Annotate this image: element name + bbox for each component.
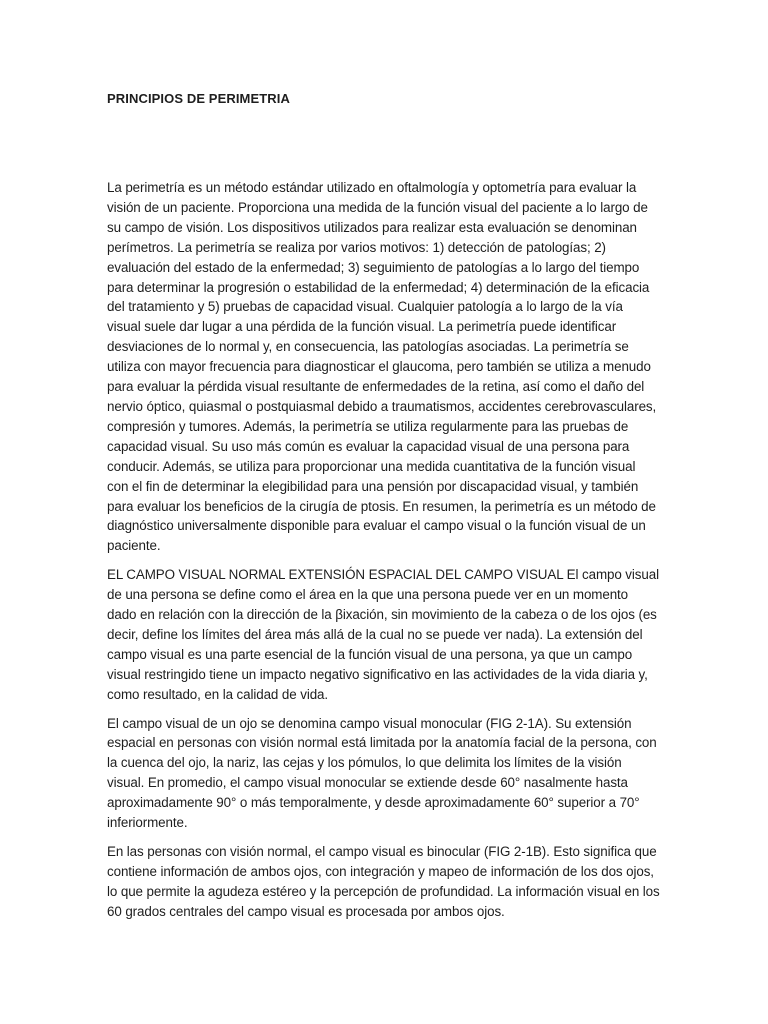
paragraph-normal-visual-field: EL CAMPO VISUAL NORMAL EXTENSIÓN ESPACIAL DEL CAMPO VISUAL El campo visual de una persona se define como el área en la que una persona puede ver en un momento dado en relación con la dirección de la βixación, sin movimiento de la cabeza o de los ojos (es decir, define los límites del área más allá de la cual no se puede ver nada). La extensión del campo visual es una parte esencial de la función visual de una persona, ya que un campo visual restringido tiene un impacto negativo significativo en las actividades de la vida diaria y, como resultado, en la calidad de vida. <box>107 567 659 702</box>
paragraph-monocular-field: El campo visual de un ojo se denomina campo visual monocular (FIG 2-1A). Su extensión espacial en personas con visión normal está limitada por la anatomía facial de la persona, con la cuenca del ojo, la nariz, las cejas y los pómulos, lo que delimita los límites de la visión visual. En promedio, el campo visual monocular se extiende desde 60° nasalmente hasta aproximadamente 90° o más temporalmente, y desde aproximadamente 60° superior a 70° inferiormente. <box>107 715 657 831</box>
document-body <box>107 178 660 931</box>
document-title: PRINCIPIOS DE PERIMETRIA <box>107 91 290 106</box>
paragraph-intro: La perimetría es un método estándar utilizado en oftalmología y optometría para evaluar la visión de un paciente. Proporciona una medida de la función visual del paciente a lo largo de su campo de visión. Los dispositivos utilizados para realizar esta evaluación se denominan perímetros. La perimetría se realiza por varios motivos: 1) detección de patologías; 2) evaluación del estado de la enfermedad; 3) seguimiento de patologías a lo largo del tiempo para determinar la progresión o estabilidad de la enfermedad; 4) determinación de la eficacia del tratamiento y 5) pruebas de capacidad visual. Cualquier patología a lo largo de la vía visual suele dar lugar a una pérdida de la función visual. La perimetría puede identificar desviaciones de lo normal y, en consecuencia, las patologías asociadas. La perimetría se utiliza con mayor frecuencia para diagnosticar el glaucoma, pero también se utiliza a menudo para evaluar la pérdida visual resultante de enfermedades de la retina, así como el daño del nervio óptico, quiasmal o postquiasmal debido a traumatismos, accidentes cerebrovasculares, compresión y tumores. Además, la perimetría se utiliza regularmente para las pruebas de capacidad visual. Su uso más común es evaluar la capacidad visual de una persona para conducir. Además, se utiliza para proporcionar una medida cuantitativa de la función visual con el fin de determinar la elegibilidad para una pensión por discapacidad visual, y también para evaluar los beneficios de la cirugía de ptosis. En resumen, la perimetría es un método de diagnóstico universalmente disponible para evaluar el campo visual o la función visual de un paciente. <box>107 180 657 554</box>
paragraph-binocular-field: En las personas con visión normal, el campo visual es binocular (FIG 2-1B). Esto significa que contiene información de ambos ojos, con integración y mapeo de información de los dos ojos, lo que permite la agudeza estéreo y la percepción de profundidad. La información visual en los 60 grados centrales del campo visual es procesada por ambos ojos. <box>107 844 660 919</box>
